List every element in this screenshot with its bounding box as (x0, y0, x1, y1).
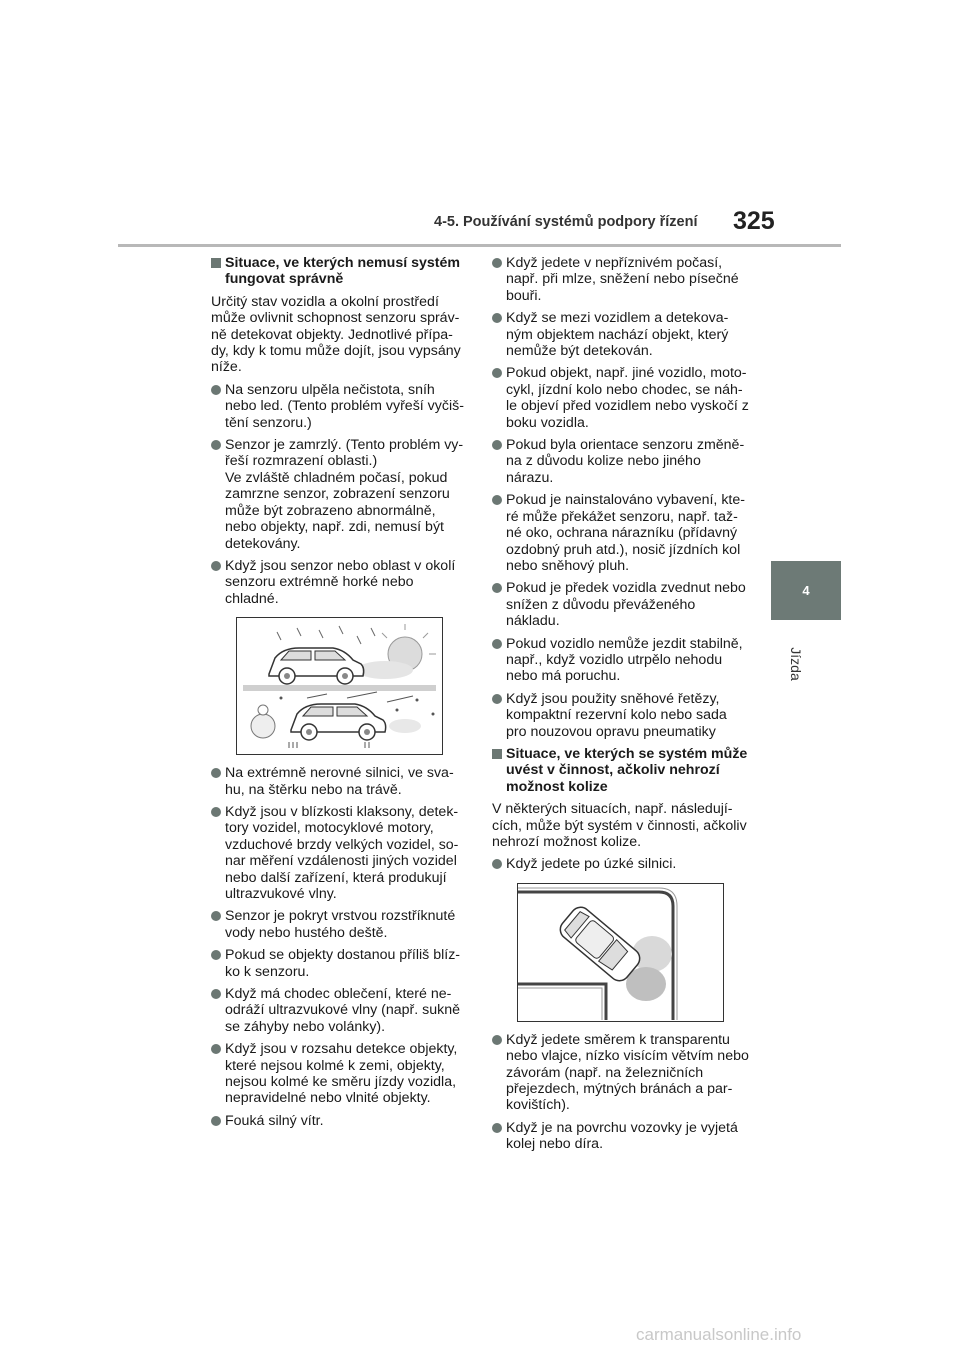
bullet-icon (211, 561, 221, 571)
list-item (211, 1041, 467, 1107)
list-item (211, 382, 467, 431)
square-bullet-icon (211, 258, 221, 268)
narrow-road-illustration (517, 883, 724, 1022)
list-item (211, 765, 467, 798)
bullet-icon (211, 440, 221, 450)
bullet-icon (492, 495, 502, 505)
sensor-conditions-illustration (236, 617, 443, 755)
list-item (211, 804, 467, 902)
list-item (492, 580, 750, 629)
bullet-icon (211, 1044, 221, 1054)
list-item (492, 636, 750, 685)
bullet-icon (492, 639, 502, 649)
bullet-icon (211, 768, 221, 778)
list-item (211, 437, 467, 552)
section-heading-text: Situace, ve kterých se systém může uvést v činnost, ačkoliv nehrozí možnost kolize (506, 745, 748, 795)
list-item-text: Pokud byla orientace senzoru změně-na z důvodu kolize nebo jiného nárazu. (506, 437, 745, 486)
bullet-icon (211, 1116, 221, 1126)
header-divider (118, 244, 841, 247)
list-item-text: Když jedete směrem k transparentu nebo vlajce, nízko visícím větvím nebo závorám (např. na železničních přejezdech, mýtných bránách a par-kovištích). (506, 1031, 749, 1114)
list-item-text: Když jsou použity sněhové řetězy, kompaktní rezervní kolo nebo sada pro nouzovou opravu pneumatiky (506, 690, 727, 740)
left-column (211, 255, 467, 1135)
chapter-tab[interactable] (771, 561, 841, 620)
right-column (492, 255, 750, 1159)
list-item-text: Když jsou senzor nebo oblast v okolí senzoru extrémně horké nebo chladné. (225, 557, 456, 607)
intro-paragraph: Určitý stav vozidla a okolní prostředí může ovlivnit schopnost senzoru správ-ně detekovat objekty. Jednotlivé přípa-dy, kdy k tomu může dojít, jsou vypsány níže. (211, 293, 461, 376)
list-item-text: Fouká silný vítr. (225, 1112, 324, 1129)
page-number: 325 (733, 207, 775, 235)
list-item-text: Na senzoru ulpěla nečistota, sníh nebo led. (Tento problém vyřeší vyčiš-tění senzoru.) (225, 381, 464, 431)
list-item (492, 365, 750, 431)
list-item-text: Na extrémně nerovné silnici, ve sva-hu, na štěrku nebo na trávě. (225, 765, 454, 798)
chapter-number: 4 (802, 583, 810, 598)
bullet-icon (492, 1123, 502, 1133)
list-item-text: Když je na povrchu vozovky je vyjetá kolej nebo díra. (506, 1119, 738, 1153)
list-item (211, 1113, 467, 1129)
watermark: carmanualsonline.info (636, 1325, 802, 1344)
bullet-icon (211, 911, 221, 921)
bullet-icon (492, 1035, 502, 1045)
bullet-icon (492, 859, 502, 869)
list-item (211, 986, 467, 1035)
list-item (492, 437, 750, 486)
list-item-text: Senzor je pokryt vrstvou rozstříknuté vody nebo hustého deště. (225, 908, 456, 941)
list-item (211, 947, 467, 980)
bullet-icon (492, 368, 502, 378)
list-item (492, 1120, 750, 1153)
chapter-label-text: Jízda (788, 647, 804, 681)
list-item-text: Když se mezi vozidlem a detekova-ným objektem nachází objekt, který nemůže být detekován. (506, 310, 729, 360)
list-item (492, 310, 750, 359)
intro-paragraph: V některých situacích, např. následují-cích, může být systém v činnosti, ačkoliv nehrozí možnost kolize. (492, 801, 747, 850)
section-heading-text: Situace, ve kterých nemusí systém fungovat správně (225, 255, 461, 288)
list-item (211, 908, 467, 941)
bullet-icon (492, 440, 502, 450)
list-item-text: Když má chodec oblečení, které ne-odráží ultrazvukové vlny (např. sukně se záhyby nebo volánky). (225, 986, 460, 1035)
list-item (492, 255, 750, 304)
bullet-icon (492, 583, 502, 593)
square-bullet-icon (492, 749, 502, 759)
section-heading (492, 746, 750, 795)
list-item-text: Senzor je zamrzlý. (Tento problém vy-řeší rozmrazení oblasti.) Ve zvláště chladném počasí, pokud zamrzne senzor, zobrazení senzoru může být zobrazeno abnormálně, nebo objekty, např. zdi, nemusí být detekovány. (225, 437, 464, 552)
list-item-text: Když jedete po úzké silnici. (506, 856, 677, 873)
section-heading (211, 255, 467, 288)
list-item-text: Pokud je předek vozidla zvednut nebo snížen z důvodu převáženého nákladu. (506, 580, 746, 630)
bullet-icon (492, 258, 502, 268)
bullet-icon (492, 694, 502, 704)
chapter-label (786, 634, 806, 694)
bullet-icon (211, 989, 221, 999)
list-item-text: Když jedete v nepříznivém počasí, např. při mlze, sněžení nebo písečné bouři. (506, 255, 739, 304)
bullet-icon (211, 807, 221, 817)
list-item-text: Pokud se objekty dostanou příliš blíz-ko k senzoru. (225, 947, 461, 980)
list-item (492, 856, 750, 872)
list-item (492, 691, 750, 740)
bullet-icon (211, 385, 221, 395)
list-item (492, 492, 750, 574)
list-item-text: Pokud objekt, např. jiné vozidlo, moto-cykl, jízdní kolo nebo chodec, se náh-le objeví před vozidlem nebo vyskočí z boku vozidla. (506, 365, 749, 431)
list-item-text: Když jsou v blízkosti klaksony, detek-tory vozidel, motocyklové motory, vzduchové brzdy velkých vozidel, so-nar měření vzdálenosti jiných vozidel nebo další zařízení, která produkují ultrazvukové vlny. (225, 803, 459, 902)
list-item-text: Pokud vozidlo nemůže jezdit stabilně, např., když vozidlo utrpělo nehodu nebo má poruchu. (506, 635, 743, 685)
bullet-icon (211, 950, 221, 960)
list-item (492, 1032, 750, 1114)
list-item (211, 558, 467, 607)
section-header: 4-5. Používání systémů podpory řízení (434, 214, 698, 230)
list-item-text: Když jsou v rozsahu detekce objekty, které nejsou kolmé k zemi, objekty, nejsou kolmé ke směru jízdy vozidla, nepravidelné nebo vlnité objekty. (225, 1041, 458, 1107)
bullet-icon (492, 313, 502, 323)
list-item-text: Pokud je nainstalováno vybavení, kte-ré může překážet senzoru, např. taž-né oko, ochrana nárazníku (přídavný ozdobný pruh atd.), nosič jízdních kol nebo sněhový pluh. (506, 492, 745, 574)
